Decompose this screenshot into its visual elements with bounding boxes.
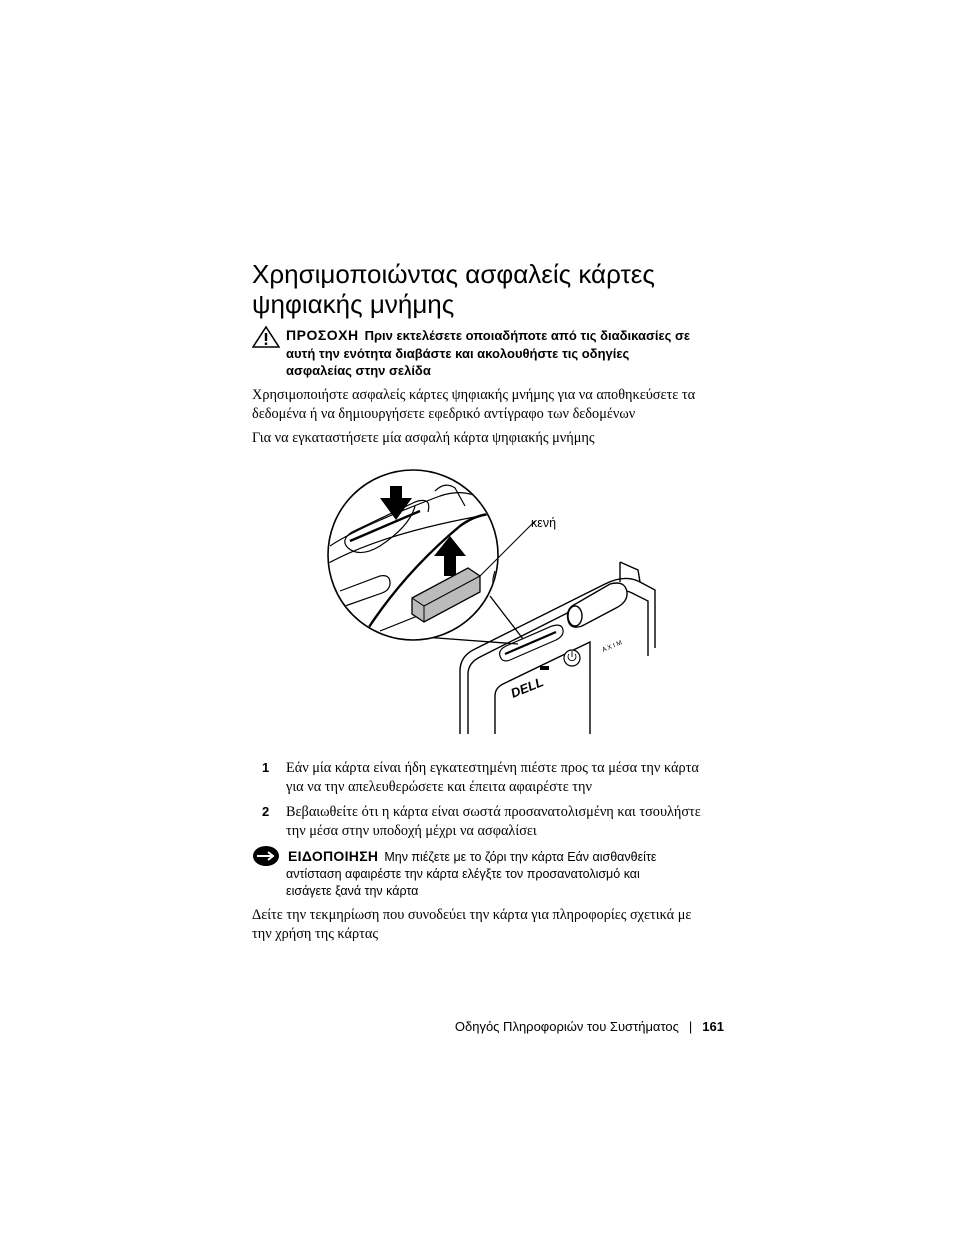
magnified-view xyxy=(320,470,505,641)
step-1-line-1: Εάν μία κάρτα είναι ήδη εγκατεστημένη πιέστε προς τα μέσα την κάρτα xyxy=(286,760,699,776)
caution-label: ΠΡΟΣΟΧΗ xyxy=(286,327,359,343)
intro-paragraph xyxy=(252,386,732,424)
footer-separator: | xyxy=(688,1019,693,1034)
heading-line-2: ψηφιακής μνήμης xyxy=(252,289,455,319)
page-footer xyxy=(455,1019,724,1034)
sd-card-illustration xyxy=(320,466,665,734)
intro-line-2: δεδομένα ή να δημιουργήσετε εφεδρικό αντίγραφο των δεδομένων xyxy=(252,406,636,422)
notice-line-3: εισάγετε ξανά την κάρτα xyxy=(286,884,419,898)
warning-triangle-icon xyxy=(252,326,280,348)
notice-line-1: Μην πιέζετε με το ζόρι την κάρτα Εάν αισθανθείτε xyxy=(384,850,657,864)
notice-text xyxy=(288,848,734,866)
step-2-number: 2 xyxy=(262,804,270,819)
step-2-line-2: την μέσα στην υποδοχή μέχρι να ασφαλίσει xyxy=(286,823,537,839)
caution-line-1: Πριν εκτελέσετε οποιαδήποτε από τις διαδικασίες σε xyxy=(364,328,691,343)
closing-line-2: την χρήση της κάρτας xyxy=(252,926,379,942)
indicator-light xyxy=(540,666,549,670)
notice-label: ΕΙΔΟΠΟΙΗΣΗ xyxy=(288,848,379,864)
caution-continued xyxy=(286,345,736,379)
install-intro: Για να εγκαταστήσετε μία ασφαλή κάρτα ψηφιακής μνήμης xyxy=(252,430,595,446)
page-number: 161 xyxy=(702,1019,724,1034)
notice-line-2: αντίσταση αφαιρέστε την κάρτα ελέγξτε τον προσανατολισμό και xyxy=(286,867,640,881)
heading-line-1: Χρησιμοποιώντας ασφαλείς κάρτες xyxy=(252,259,655,289)
notice-hand-icon xyxy=(252,845,282,867)
section-heading xyxy=(252,259,655,319)
caution-line-2: αυτή την ενότητα διαβάστε και ακολουθήστε τις οδηγίες xyxy=(286,346,630,361)
step-1-text xyxy=(286,759,736,797)
notice-continued xyxy=(286,866,736,900)
step-2-line-1: Βεβαιωθείτε ότι η κάρτα είναι σωστά προσανατολισμένη και τσουλήστε xyxy=(286,804,701,820)
closing-line-1: Δείτε την τεκμηρίωση που συνοδεύει την κάρτα για πληροφορίες σχετικά με xyxy=(252,907,692,923)
closing-paragraph xyxy=(252,906,732,944)
stylus-cap xyxy=(568,583,628,627)
callout-label: κενή xyxy=(531,516,557,530)
model-label: A X I M xyxy=(601,639,624,654)
caution-text xyxy=(286,327,736,344)
step-1-number: 1 xyxy=(262,760,270,775)
brand-logo: DELL xyxy=(508,674,546,701)
step-1-line-2: για να την απελευθερώσετε και έπειτα αφαιρέστε την xyxy=(286,779,592,795)
intro-line-1: Χρησιμοποιήστε ασφαλείς κάρτες ψηφιακής μνήμης για να αποθηκεύσετε τα xyxy=(252,387,696,403)
step-2-text xyxy=(286,803,736,841)
caution-line-3: ασφαλείας στην σελίδα xyxy=(286,363,431,378)
footer-title: Οδηγός Πληροφοριών του Συστήματος xyxy=(454,1019,679,1034)
